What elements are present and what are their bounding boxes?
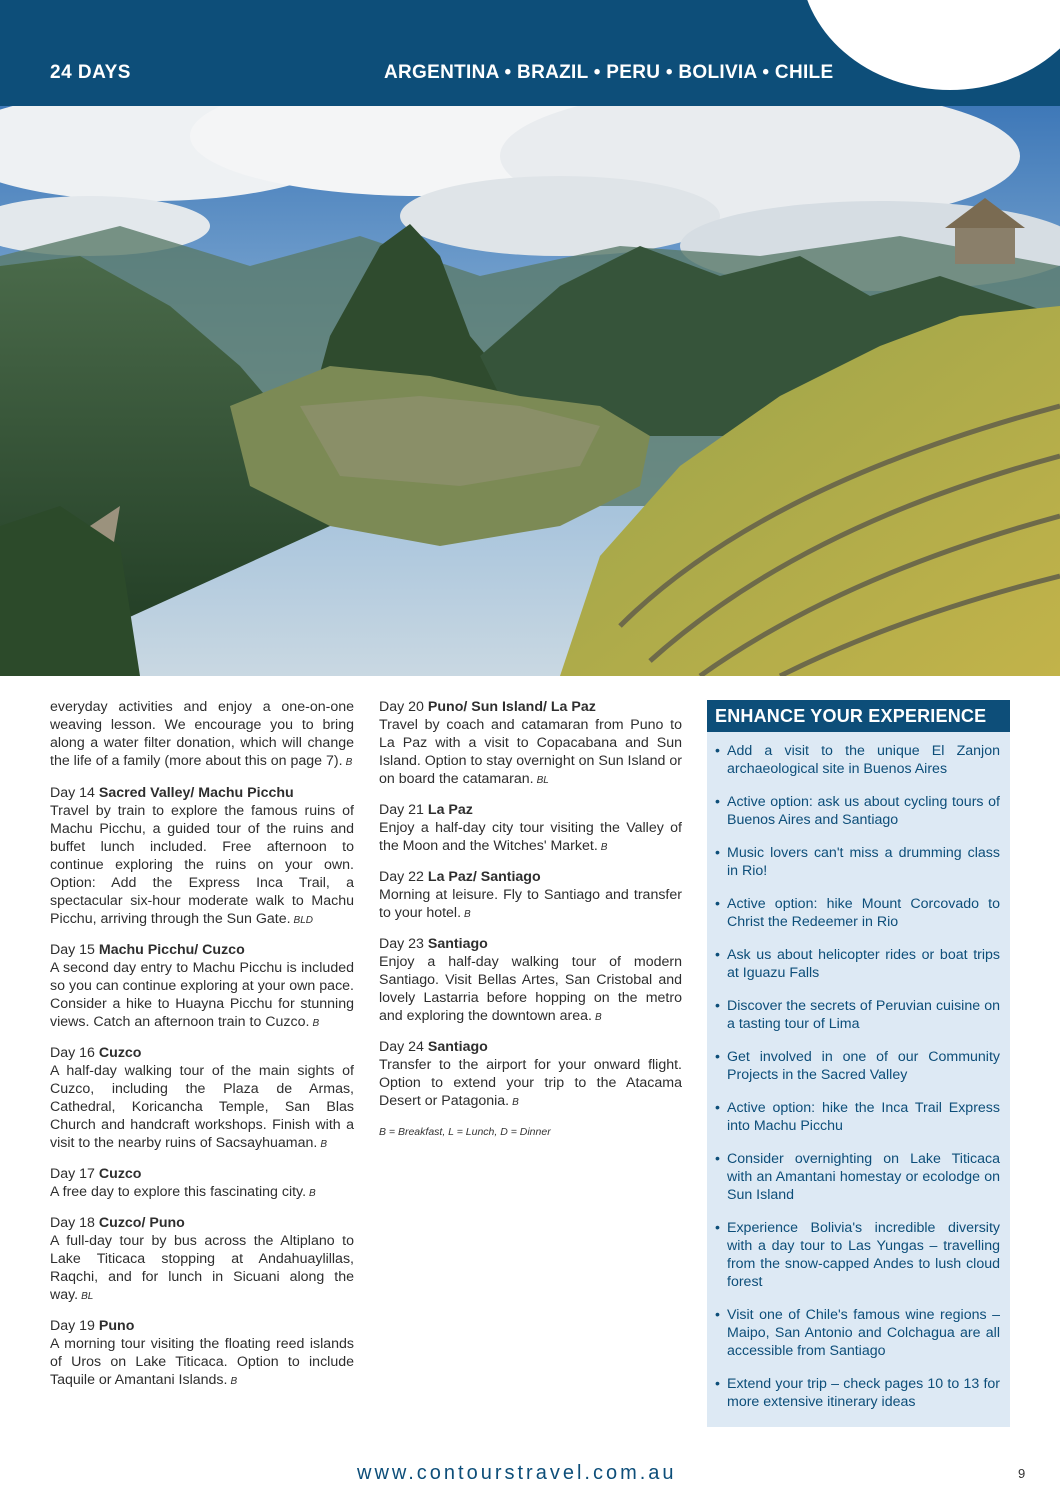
- day-text: A half-day walking tour of the main sights of Cuzco, including the Plaza de Armas, Cathedral, Koricancha Temple, San Blas Church and handcraft workshops. Finish with a visit to the nearby ruins of Sacsayhuaman.: [50, 1063, 354, 1151]
- experience-text: Ask us about helicopter rides or boat trips at Iguazu Falls: [727, 947, 1000, 981]
- day-entry-18: [50, 1214, 354, 1306]
- experience-text: Active option: ask us about cycling tours of Buenos Aires and Santiago: [727, 794, 1000, 828]
- experience-text: Music lovers can't miss a drumming class in Rio!: [727, 845, 1000, 879]
- experience-item: [713, 844, 1000, 880]
- day-entry-17: [50, 1165, 354, 1203]
- bullet-icon: •: [715, 1220, 720, 1236]
- meal-code: B: [464, 909, 471, 920]
- bullet-icon: •: [715, 1049, 720, 1065]
- experience-text: Get involved in one of our Community Projects in the Sacred Valley: [727, 1049, 1000, 1083]
- day-entry-15: [50, 941, 354, 1033]
- experience-item: [713, 997, 1000, 1033]
- meal-code: B: [309, 1188, 316, 1199]
- day-entry-24: [379, 1038, 682, 1112]
- experience-text: Active option: hike Mount Corcovado to Christ the Redeemer in Rio: [727, 896, 1000, 930]
- day-place: Sacred Valley/ Machu Picchu: [98, 785, 294, 801]
- experience-text: Extend your trip – check pages 10 to 13 for more extensive itinerary ideas: [727, 1376, 1000, 1410]
- experience-item: [713, 1219, 1000, 1291]
- meal-code: B: [594, 1012, 602, 1023]
- day-text: Travel by coach and catamaran from Puno to La Paz with a visit to Copacabana and Sun Island. Option to stay overnight on Sun Island or on board the catamaran.: [379, 717, 682, 787]
- machu-picchu-photo: [0, 106, 1060, 676]
- day-place: Cuzco: [98, 1166, 142, 1182]
- experience-item: [713, 895, 1000, 931]
- day-label: Day 22: [379, 869, 424, 885]
- experience-text: Add a visit to the unique El Zanjon archaeological site in Buenos Aires: [727, 743, 1000, 777]
- bullet-icon: •: [715, 794, 720, 810]
- day-text: Morning at leisure. Fly to Santiago and transfer to your hotel.: [379, 887, 682, 921]
- bullet-icon: •: [715, 743, 720, 759]
- bullet-icon: •: [715, 1100, 720, 1116]
- bullet-icon: •: [715, 896, 720, 912]
- experience-text: Discover the secrets of Peruvian cuisine on a tasting tour of Lima: [727, 998, 1000, 1032]
- experience-text: Experience Bolivia's incredible diversity with a day tour to Las Yungas – travelling from the snow-capped Andes to lush cloud forest: [727, 1220, 1000, 1290]
- bullet-icon: •: [715, 1151, 720, 1167]
- day-entry-23: [379, 935, 682, 1027]
- day-label: Day 20: [379, 699, 424, 715]
- day-label: Day 18: [50, 1215, 95, 1231]
- day-text: A free day to explore this fascinating city.: [50, 1184, 307, 1200]
- meal-code: B: [320, 1139, 328, 1150]
- meal-code: B: [600, 842, 608, 853]
- day-place: La Paz/ Santiago: [427, 869, 541, 885]
- header-curve: [800, 0, 1060, 90]
- day-text: A second day entry to Machu Picchu is included so you can continue exploring at your own pace. Consider a hike to Huayna Picchu for stunning views. Catch an afternoon train to Cuzco.: [50, 960, 354, 1030]
- day-place: Cuzco: [98, 1045, 142, 1061]
- bullet-icon: •: [715, 998, 720, 1014]
- day-entry-21: [379, 801, 682, 857]
- day-place: Cuzco/ Puno: [98, 1215, 185, 1231]
- day-label: Day 21: [379, 802, 424, 818]
- page-number: 9: [1018, 1466, 1026, 1481]
- experience-item: [713, 946, 1000, 982]
- meal-code: BL: [81, 1291, 94, 1302]
- day-entry-19: [50, 1317, 354, 1391]
- day-text: A morning tour visiting the floating reed islands of Uros on Lake Titicaca. Option to include Taquile or Amantani Islands.: [50, 1336, 354, 1388]
- bullet-icon: •: [715, 1307, 720, 1323]
- day-text: Travel by train to explore the famous ruins of Machu Picchu, a guided tour of the ruins and buffet lunch included. Free afternoon to continue exploring the ruins on your own. Option: Add the Express Inca Trail, a spectacular six-hour moderate walk to Machu Picchu, arriving through the Sun Gate.: [50, 803, 354, 927]
- experience-item: [713, 793, 1000, 829]
- day-label: Day 14: [50, 785, 95, 801]
- day-place: Puno/ Sun Island/ La Paz: [427, 699, 596, 715]
- day-place: Puno: [98, 1318, 135, 1334]
- day-label: Day 16: [50, 1045, 95, 1061]
- header-band: [0, 0, 1060, 108]
- meal-code: B: [312, 1018, 320, 1029]
- intro-paragraph: [50, 698, 354, 772]
- day-label: Day 24: [379, 1039, 424, 1055]
- day-place: Machu Picchu/ Cuzco: [98, 942, 245, 958]
- day-text: Transfer to the airport for your onward flight. Option to extend your trip to the Atacama Desert or Patagonia.: [379, 1057, 682, 1109]
- experience-item: [713, 1306, 1000, 1360]
- experience-item: [713, 742, 1000, 778]
- day-text: Enjoy a half-day city tour visiting the Valley of the Moon and the Witches' Market.: [379, 820, 682, 854]
- meal-legend: B = Breakfast, L = Lunch, D = Dinner: [379, 1126, 551, 1138]
- experience-item: [713, 1099, 1000, 1135]
- itinerary-column-2: [379, 698, 682, 1141]
- day-place: Santiago: [427, 936, 488, 952]
- country-list: ARGENTINA • BRAZIL • PERU • BOLIVIA • CHILE: [384, 62, 834, 83]
- experience-text: Consider overnighting on Lake Titicaca with an Amantani homestay or ecolodge on Sun Island: [727, 1151, 1000, 1203]
- trip-duration: 24 DAYS: [50, 62, 131, 83]
- sidebar-title: ENHANCE YOUR EXPERIENCE: [707, 700, 1010, 732]
- meal-code: BLD: [293, 915, 313, 926]
- bullet-icon: •: [715, 845, 720, 861]
- day-entry-20: [379, 698, 682, 790]
- intro-text: everyday activities and enjoy a one-on-one weaving lesson. We encourage you to bring along a water filter donation, which will change the life of a family (more about this on page 7).: [50, 699, 354, 769]
- website-url[interactable]: www.contourstravel.com.au: [357, 1462, 677, 1484]
- day-text: Enjoy a half-day walking tour of modern Santiago. Visit Bellas Artes, San Cristobal and lovely Lastarria before hopping on the metro and exploring the downtown area.: [379, 954, 682, 1024]
- experience-item: [713, 1150, 1000, 1204]
- meal-code: BL: [536, 775, 549, 786]
- day-label: Day 17: [50, 1166, 95, 1182]
- experience-item: [713, 1375, 1000, 1411]
- enhance-experience-box: [707, 700, 1010, 1427]
- itinerary-column-1: [50, 698, 354, 1402]
- experience-text: Active option: hike the Inca Trail Express into Machu Picchu: [727, 1100, 1000, 1134]
- day-place: La Paz: [427, 802, 473, 818]
- experience-text: Visit one of Chile's famous wine regions – Maipo, San Antonio and Colchagua are all accessible from Santiago: [727, 1307, 1000, 1359]
- bullet-icon: •: [715, 1376, 720, 1392]
- day-label: Day 19: [50, 1318, 95, 1334]
- meal-code: B: [230, 1376, 238, 1387]
- day-entry-22: [379, 868, 682, 924]
- experience-list: [707, 732, 1010, 1411]
- day-text: A full-day tour by bus across the Altiplano to Lake Titicaca stopping at Andahuaylillas, Raqchi, and for lunch in Sicuani along the way.: [50, 1233, 354, 1303]
- day-entry-16: [50, 1044, 354, 1154]
- day-entry-14: [50, 784, 354, 930]
- bullet-icon: •: [715, 947, 720, 963]
- meal-code: B: [512, 1097, 519, 1108]
- day-label: Day 15: [50, 942, 95, 958]
- day-place: Santiago: [427, 1039, 488, 1055]
- day-label: Day 23: [379, 936, 424, 952]
- experience-item: [713, 1048, 1000, 1084]
- meal-code: B: [345, 757, 353, 768]
